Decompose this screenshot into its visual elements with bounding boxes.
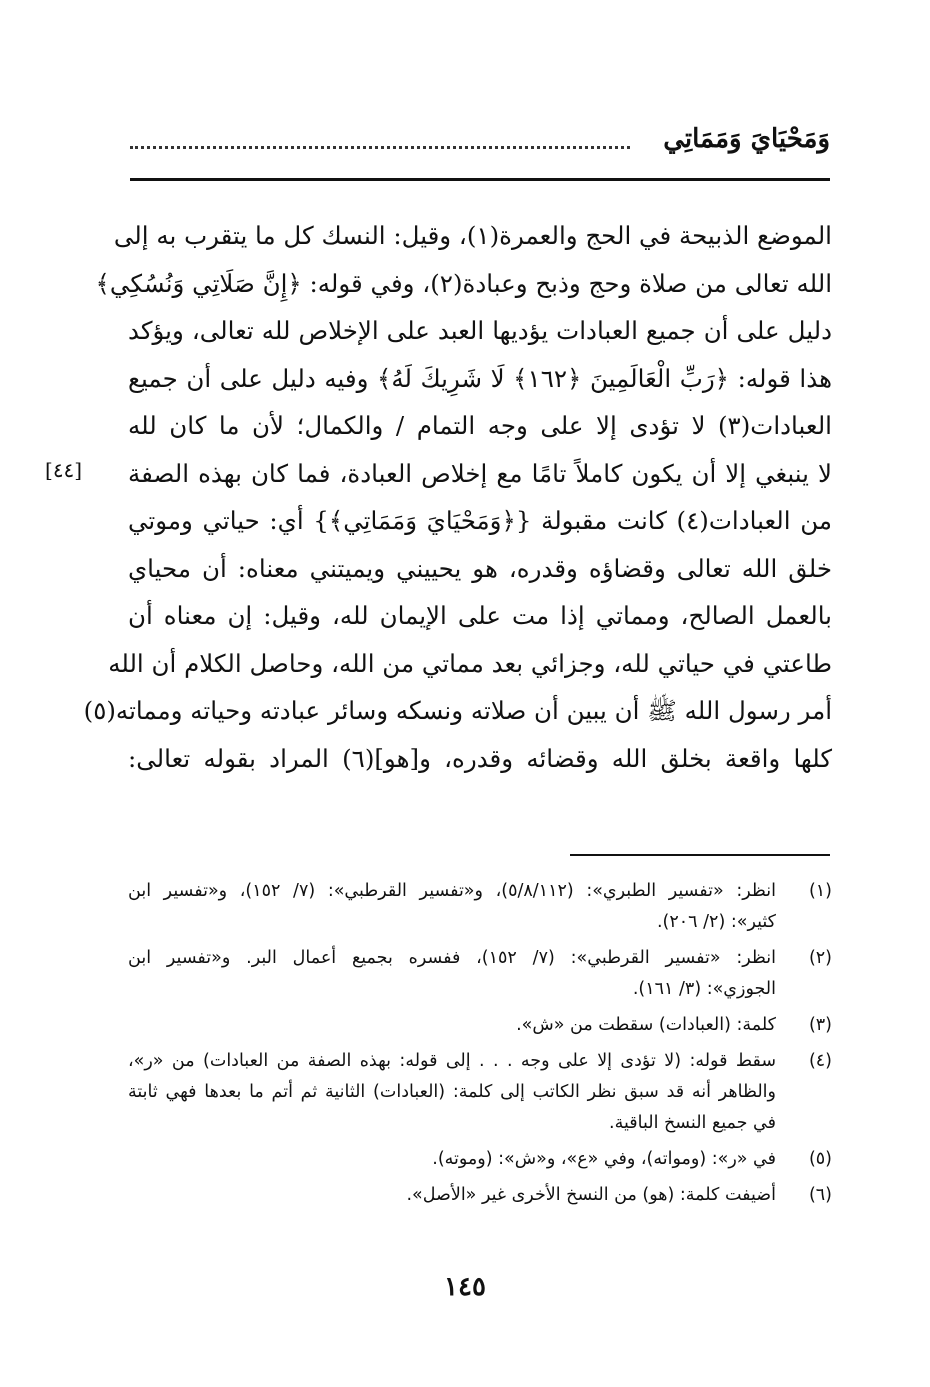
- footnote-number: (٥): [808, 1149, 832, 1169]
- footnote: [128, 1046, 832, 1139]
- text-line: أمر رسول الله ﷺ أن يبين أن صلاته ونسكه وسائر عبادته وحياته ومماته(٥): [83, 696, 832, 725]
- text-line: لا ينبغي إلا أن يكون كاملاً تامًا مع إخلاص العبادة، فما كان بهذه الصفة: [128, 458, 832, 488]
- footnote-line: كلمة: (العبادات) سقطت من «ش».: [516, 1015, 776, 1035]
- footnote-line: أضيفت كلمة: (هو) من النسخ الأخرى غير «الأصل».: [406, 1185, 776, 1205]
- footnote-line: انظر: «تفسير الطبري»: (٥/٨/١١٢)، و«تفسير القرطبي»: (٧/ ١٥٢)، و«تفسير ابن: [128, 881, 776, 901]
- main-text: [83, 212, 833, 782]
- footnote-line: كثير»: (٢/ ٢٠٦).: [656, 912, 776, 932]
- header-dotted-leader: [130, 146, 630, 149]
- footnote-number: (٢): [808, 948, 832, 968]
- manuscript-folio-marker: [٤٤]: [45, 458, 83, 482]
- text-line: الموضع الذبيحة في الحج والعمرة(١)، وقيل: النسك كل ما يتقرب به إلى: [113, 221, 832, 250]
- page-number: ١٤٥: [444, 1272, 486, 1302]
- footnote-number: (٦): [808, 1185, 832, 1205]
- footnote-line: في «ر»: (ومواته)، وفي «ع»، و«ش»: (وموته).: [432, 1149, 776, 1169]
- text-line: خلق الله تعالى وقضاؤه وقدره، هو يحييني ويميتني معناه: أن محياي: [128, 553, 832, 583]
- header-title: وَمَحْيَايَ وَمَمَاتِي: [663, 124, 830, 154]
- footnote-line: سقط قوله: (لا تؤدى إلا على وجه . . . إلى قوله: بهذه الصفة من العبادات) من «ر»،: [128, 1051, 776, 1071]
- footnote-separator: [570, 854, 830, 856]
- text-line: الله تعالى من صلاة وحج وذبح وعبادة(٢)، وفي قوله: ﴿إِنَّ صَلَاتِي وَنُسُكِي﴾: [95, 268, 832, 298]
- footnote: [128, 1180, 832, 1211]
- text-line: العبادات(٣) لا تؤدى إلا على وجه التمام / والكمال؛ لأن ما كان لله: [128, 411, 832, 440]
- footnote-line: والظاهر أنه قد سبق نظر الكاتب إلى كلمة: (العبادات) الثانية ثم أتم ما بعدها فهي ثابتة: [128, 1082, 776, 1102]
- footnote-number: (٤): [808, 1051, 832, 1071]
- footnote-line: انظر: «تفسير القرطبي»: (٧/ ١٥٢)، ففسره بجميع أعمال البر. و«تفسير ابن: [128, 948, 776, 968]
- text-line: بالعمل الصالح، ومماتي إذا مت على الإيمان لله، وقيل: إن معناه أن: [128, 601, 832, 630]
- text-line: كلها واقعة بخلق الله وقضائه وقدره، و[هو](٦) المراد بقوله تعالى:: [128, 743, 832, 773]
- footnote: [128, 943, 832, 1005]
- running-header: [130, 120, 830, 170]
- text-line: طاعتي في حياتي لله، وجزائي بعد مماتي من الله، وحاصل الكلام أن الله: [108, 648, 832, 678]
- header-rule: [130, 178, 830, 181]
- text-line: دليل على أن جميع العبادات يؤديها العبد على الإخلاص لله تعالى، ويؤكد: [128, 316, 832, 345]
- text-line: من العبادات(٤) كانت مقبولة {﴿وَمَحْيَايَ وَمَمَاتِي﴾} أي: حياتي وموتي: [128, 506, 832, 535]
- footnote-number: (٣): [808, 1015, 832, 1035]
- footnote-line: في جميع النسخ الباقية.: [609, 1113, 776, 1133]
- footnote: [128, 1010, 832, 1041]
- footnote: [128, 1144, 832, 1175]
- footnote: [128, 876, 832, 938]
- footnote-line: الجوزي»: (٣/ ١٦١).: [632, 979, 776, 999]
- footnotes: [128, 876, 832, 1216]
- footnote-number: (١): [808, 881, 832, 901]
- text-line: هذا قوله: ﴿رَبِّ الْعَالَمِينَ ﴿١٦٢﴾ لَا شَرِيكَ لَهُ﴾ وفيه دليل على أن جميع: [128, 363, 833, 393]
